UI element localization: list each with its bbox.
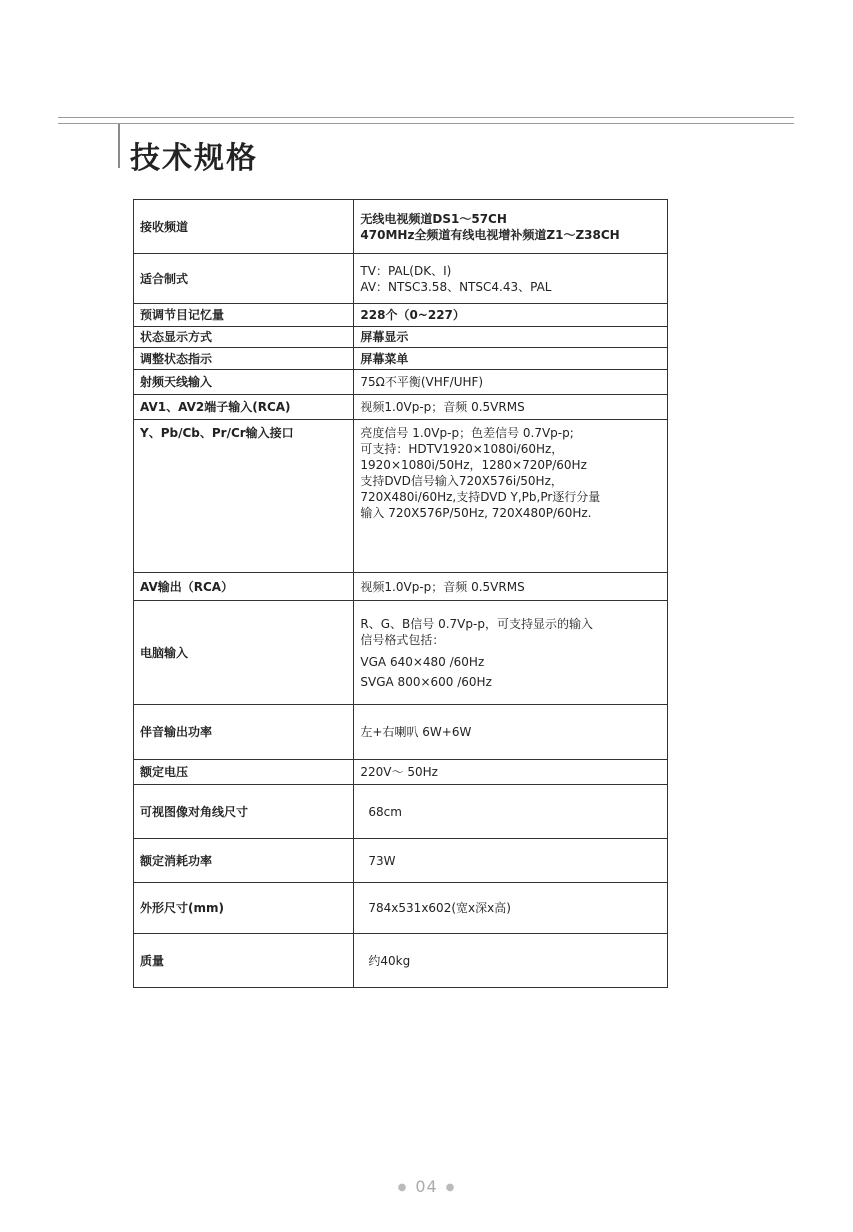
spec-value: 视频1.0Vp-p；音频 0.5VRMS — [354, 573, 668, 601]
spec-label: 适合制式 — [134, 254, 354, 304]
spec-value: 屏幕菜单 — [354, 348, 668, 370]
spec-value: 220V～ 50Hz — [354, 760, 668, 785]
spec-value: 228个（0~227） — [354, 304, 668, 327]
table-row — [134, 573, 668, 601]
spec-label: 额定电压 — [134, 760, 354, 785]
table-row — [134, 760, 668, 785]
spec-label: 电脑输入 — [134, 601, 354, 705]
spec-value: TV：PAL(DK、I) AV：NTSC3.58、NTSC4.43、PAL — [354, 254, 668, 304]
table-row — [134, 785, 668, 839]
table-row — [134, 327, 668, 348]
spec-label: 质量 — [134, 934, 354, 988]
page-number: 04 — [415, 1177, 438, 1196]
spec-label: 伴音输出功率 — [134, 705, 354, 760]
spec-label: 状态显示方式 — [134, 327, 354, 348]
spec-value: 亮度信号 1.0Vp-p；色差信号 0.7Vp-p; 可支持：HDTV1920×1080i/60Hz， 1920×1080i/50Hz，1280×720P/60Hz 支持DVD信号输入720X576i/50Hz， 720X480i/60Hz,支持DVD Y,Pb,Pr逐行分量 输入 720X576P/50Hz, 720X480P/60Hz. — [354, 420, 668, 573]
table-row — [134, 348, 668, 370]
table-row — [134, 934, 668, 988]
spec-value: 约40kg — [354, 934, 668, 988]
page-title: 技术规格 — [130, 141, 258, 176]
footer-dot-icon: ● — [397, 1182, 408, 1193]
title-accent-bar — [118, 124, 120, 168]
spec-value: 73W — [354, 839, 668, 883]
spec-value: 784x531x602(宽x深x高) — [354, 883, 668, 934]
spec-label: 接收频道 — [134, 200, 354, 254]
table-row — [134, 420, 668, 573]
table-row — [134, 839, 668, 883]
spec-label: 调整状态指示 — [134, 348, 354, 370]
spec-value: 视频1.0Vp-p；音频 0.5VRMS — [354, 395, 668, 420]
spec-label: 额定消耗功率 — [134, 839, 354, 883]
spec-value: 左+右喇叭 6W+6W — [354, 705, 668, 760]
table-row — [134, 254, 668, 304]
table-row — [134, 395, 668, 420]
table-row — [134, 705, 668, 760]
footer-dot-icon: ● — [445, 1182, 456, 1193]
spec-value: 75Ω不平衡(VHF/UHF) — [354, 370, 668, 395]
spec-label: AV1、AV2端子输入(RCA) — [134, 395, 354, 420]
spec-label: Y、Pb/Cb、Pr/Cr输入接口 — [134, 420, 354, 573]
spec-label: 可视图像对角线尺寸 — [134, 785, 354, 839]
table-row — [134, 200, 668, 254]
header-rule — [58, 117, 794, 124]
table-row — [134, 304, 668, 327]
spec-label: 预调节目记忆量 — [134, 304, 354, 327]
spec-table — [133, 199, 668, 988]
spec-label: AV输出（RCA） — [134, 573, 354, 601]
spec-value: R、G、B信号 0.7Vp-p，可支持显示的输入 信号格式包括： VGA 640×480 /60Hz SVGA 800×600 /60Hz — [354, 601, 668, 705]
spec-value: 无线电视频道DS1～57CH 470MHz全频道有线电视增补频道Z1～Z38CH — [354, 200, 668, 254]
page-footer — [0, 1177, 853, 1196]
spec-value: 68cm — [354, 785, 668, 839]
table-row — [134, 370, 668, 395]
table-row — [134, 883, 668, 934]
spec-value: 屏幕显示 — [354, 327, 668, 348]
table-row — [134, 601, 668, 705]
spec-label: 射频天线输入 — [134, 370, 354, 395]
spec-label: 外形尺寸(mm) — [134, 883, 354, 934]
